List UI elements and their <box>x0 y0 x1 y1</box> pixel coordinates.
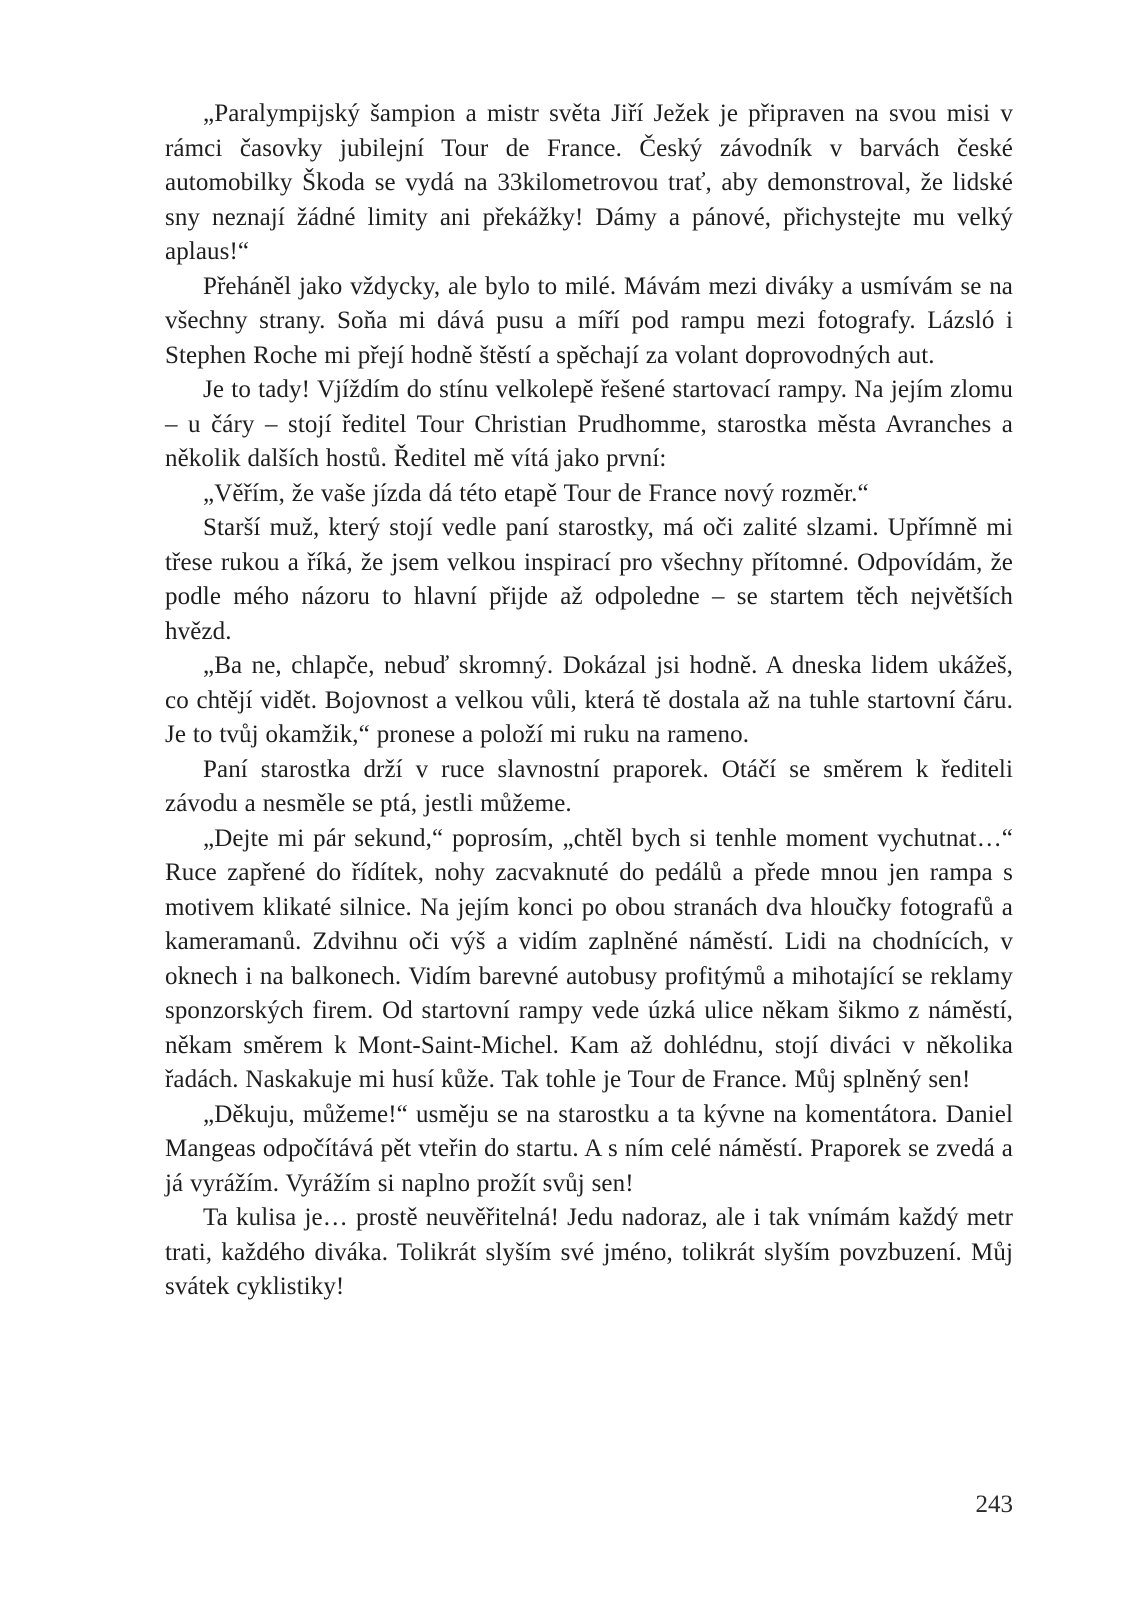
paragraph: „Dejte mi pár sekund,“ poprosím, „chtěl bych si tenhle moment vychutnat…“ Ruce zapřené do řídítek, nohy zacvaknuté do pedálů a přede mnou jen rampa s motivem klikaté silnice. Na jejím konci po obou stranách dva hloučky fotografů a kameramanů. Zdvihnu oči výš a vidím zaplněné náměstí. Lidi na chodnících, v oknech i na balkonech. Vidím barevné autobusy profitýmů a mihotající se reklamy sponzorských firem. Od startovní rampy vede úzká ulice někam šikmo z náměstí, někam směrem k Mont-Saint-Michel. Kam až dohlédnu, stojí diváci v několika řadách. Naskakuje mi husí kůže. Tak tohle je Tour de France. Můj splněný sen! <box>165 824 1013 1093</box>
paragraph: „Ba ne, chlapče, nebuď skromný. Dokázal jsi hodně. A dneska lidem ukážeš, co chtějí vidět. Bojovnost a velkou vůli, která tě dostala až na tuhle startovní čáru. Je to tvůj okamžik,“ pronese a položí mi ruku na rameno. <box>165 652 1013 748</box>
paragraph: Starší muž, který stojí vedle paní starostky, má oči zalité slzami. Upřímně mi třese rukou a říká, že jsem velkou inspirací pro všechny přítomné. Odpovídám, že podle mého názoru to hlavní přijde až odpoledne – se startem těch největších hvězd. <box>165 514 1013 645</box>
paragraph: „Věřím, že vaše jízda dá této etapě Tour de France nový rozměr.“ <box>203 479 869 507</box>
paragraph: „Paralympijský šampion a mistr světa Jiří Ježek je připraven na svou misi v rámci časovky jubilejní Tour de France. Český závodník v barvách české automobilky Škoda se vydá na 33kilometrovou trať, aby demonstroval, že lidské sny neznají žádné limity ani překážky! Dámy a pánové, přichystejte mu velký aplaus!“ <box>165 100 1013 265</box>
paragraph: „Děkuju, můžeme!“ usměju se na starostku a ta kývne na komentátora. Daniel Mangeas odpočítává pět vteřin do startu. A s ním celé náměstí. Praporek se zvedá a já vyrážím. Vyrážím si naplno prožít svůj sen! <box>165 1100 1013 1197</box>
paragraph: Ta kulisa je… prostě neuvěřitelná! Jedu nadoraz, ale i tak vnímám každý metr trati, každého diváka. Tolikrát slyším své jméno, tolikrát slyším povzbuzení. Můj svátek cyklistiky! <box>165 1204 1013 1300</box>
paragraph: Je to tady! Vjíždím do stínu velkolepě řešené startovací rampy. Na jejím zlomu – u čáry – stojí ředitel Tour Christian Prudhomme, starostka města Avranches a několik dalších hostů. Ředitel mě vítá jako první: <box>165 376 1013 472</box>
page-number: 243 <box>975 1491 1013 1518</box>
page-text-block <box>165 97 1013 1305</box>
paragraph: Paní starostka drží v ruce slavnostní praporek. Otáčí se směrem k řediteli závodu a nesměle se ptá, jestli můžeme. <box>165 755 1013 817</box>
paragraph: Přeháněl jako vždycky, ale bylo to milé. Mávám mezi diváky a usmívám se na všechny strany. Soňa mi dává pusu a míří pod rampu mezi fotografy. Lázsló i Stephen Roche mi přejí hodně štěstí a spěchají za volant doprovodných aut. <box>165 272 1013 369</box>
